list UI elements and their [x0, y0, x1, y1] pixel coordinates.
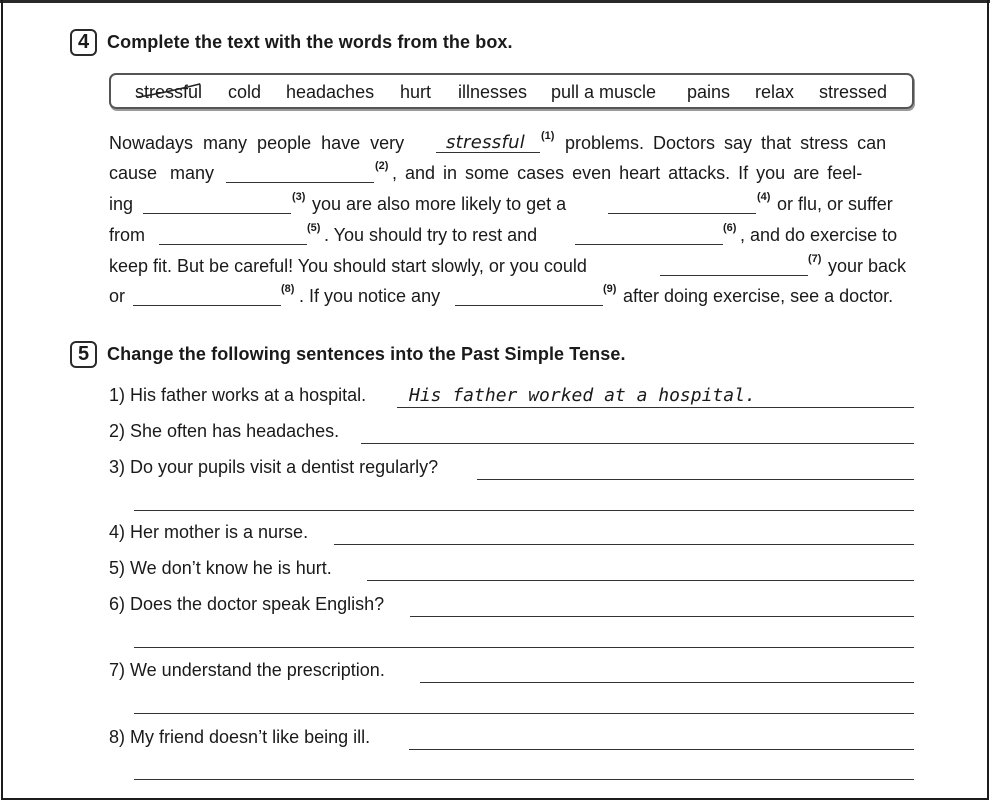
answer-line-4[interactable]: [334, 544, 914, 545]
text-segment: problems. Doctors say that stress can: [565, 133, 887, 153]
text-segment: , and do exercise to: [740, 225, 898, 245]
sentence-8: 8) My friend doesn’t like being ill.: [109, 727, 371, 747]
paragraph-line-4: [109, 222, 914, 249]
answer-blank-8[interactable]: [133, 305, 281, 306]
answer-blank-7[interactable]: [660, 275, 808, 276]
task-5-number: 5: [70, 341, 97, 368]
answer-line-1[interactable]: [397, 407, 914, 408]
word-pull-a-muscle: pull a muscle: [551, 82, 657, 102]
strike-through-mark: [135, 82, 202, 103]
blank-number-6: (6): [723, 222, 737, 234]
paragraph-line-3: [109, 191, 914, 218]
sentence-row-1: [109, 385, 914, 409]
word-pains: pains: [687, 82, 731, 102]
answer-line-3-continued[interactable]: [134, 510, 914, 511]
answer-blank-9[interactable]: [455, 305, 603, 306]
word-relax: relax: [755, 82, 795, 102]
text-segment: or flu, or suffer: [777, 194, 893, 214]
handwritten-answer-sentence-1: His father worked at a hospital.: [409, 385, 756, 406]
text-segment: ing: [109, 194, 134, 214]
answer-blank-4[interactable]: [608, 213, 756, 214]
answer-blank-2[interactable]: [226, 182, 374, 183]
text-segment: or: [109, 286, 126, 306]
sentence-3: 3) Do your pupils visit a dentist regularly?: [109, 457, 439, 477]
blank-number-4: (4): [757, 191, 771, 203]
word-cold: cold: [228, 82, 262, 102]
text-segment: from: [109, 225, 145, 245]
task-4-header: [70, 29, 513, 56]
answer-line-6[interactable]: [410, 616, 914, 617]
text-segment: after doing exercise, see a doctor.: [623, 286, 894, 306]
sentence-5: 5) We don’t know he is hurt.: [109, 558, 332, 578]
sentence-row-8: [109, 727, 914, 751]
task-5-title: Change the following sentences into the Past Simple Tense.: [107, 344, 626, 364]
paragraph-line-5: [109, 253, 914, 280]
sentence-row-3: [109, 457, 914, 481]
text-segment: , and in some cases even heart attacks. If you are feel-: [392, 163, 863, 183]
task-4-title: Complete the text with the words from the box.: [107, 32, 513, 52]
handwritten-answer-1: stressful: [446, 132, 526, 153]
sentence-6: 6) Does the doctor speak English?: [109, 594, 385, 614]
answer-line-8[interactable]: [409, 749, 914, 750]
word-hurt: hurt: [400, 82, 432, 102]
paragraph-line-2: [109, 160, 914, 187]
word-illnesses: illnesses: [458, 82, 528, 102]
text-segment: cause many: [109, 163, 215, 183]
paragraph-line-6: [109, 283, 914, 310]
sentence-4: 4) Her mother is a nurse.: [109, 522, 309, 542]
text-segment: keep fit. But be careful! You should start slowly, or you could: [109, 256, 587, 276]
sentence-7: 7) We understand the prescription.: [109, 660, 385, 680]
answer-blank-6[interactable]: [575, 244, 723, 245]
blank-number-7: (7): [808, 253, 822, 265]
answer-line-6-continued[interactable]: [134, 647, 914, 648]
sentence-row-4: [109, 522, 914, 546]
paragraph-line-1: [109, 130, 914, 157]
text-segment: . You should try to rest and: [324, 225, 538, 245]
answer-line-8-continued[interactable]: [134, 779, 914, 780]
task-5-header: [70, 341, 626, 368]
answer-line-7-continued[interactable]: [134, 713, 914, 714]
blank-number-1: (1): [541, 130, 555, 142]
text-segment: Nowadays many people have very: [109, 133, 405, 153]
answer-line-3[interactable]: [477, 479, 914, 480]
word-headaches: headaches: [286, 82, 375, 102]
sentence-2: 2) She often has headaches.: [109, 421, 340, 441]
blank-number-9: (9): [603, 283, 617, 295]
sentence-1: 1) His father works at a hospital.: [109, 385, 367, 405]
sentence-row-6: [109, 594, 914, 618]
answer-line-5[interactable]: [367, 580, 914, 581]
word-box: [109, 73, 914, 109]
word-stressful: stressful: [135, 82, 203, 102]
answer-line-7[interactable]: [420, 682, 914, 683]
answer-line-2[interactable]: [361, 443, 914, 444]
sentence-row-5: [109, 558, 914, 582]
blank-number-3: (3): [292, 191, 306, 203]
blank-number-5: (5): [307, 222, 321, 234]
text-segment: you are also more likely to get a: [312, 194, 567, 214]
answer-blank-5[interactable]: [159, 244, 307, 245]
word-stressed: stressed: [819, 82, 888, 102]
sentence-row-7: [109, 660, 914, 684]
text-segment: . If you notice any: [299, 286, 441, 306]
sentence-row-2: [109, 421, 914, 445]
task-4-number: 4: [70, 29, 97, 56]
blank-number-2: (2): [375, 160, 389, 172]
text-segment: your back: [828, 256, 907, 276]
answer-blank-3[interactable]: [143, 213, 291, 214]
blank-number-8: (8): [281, 283, 295, 295]
